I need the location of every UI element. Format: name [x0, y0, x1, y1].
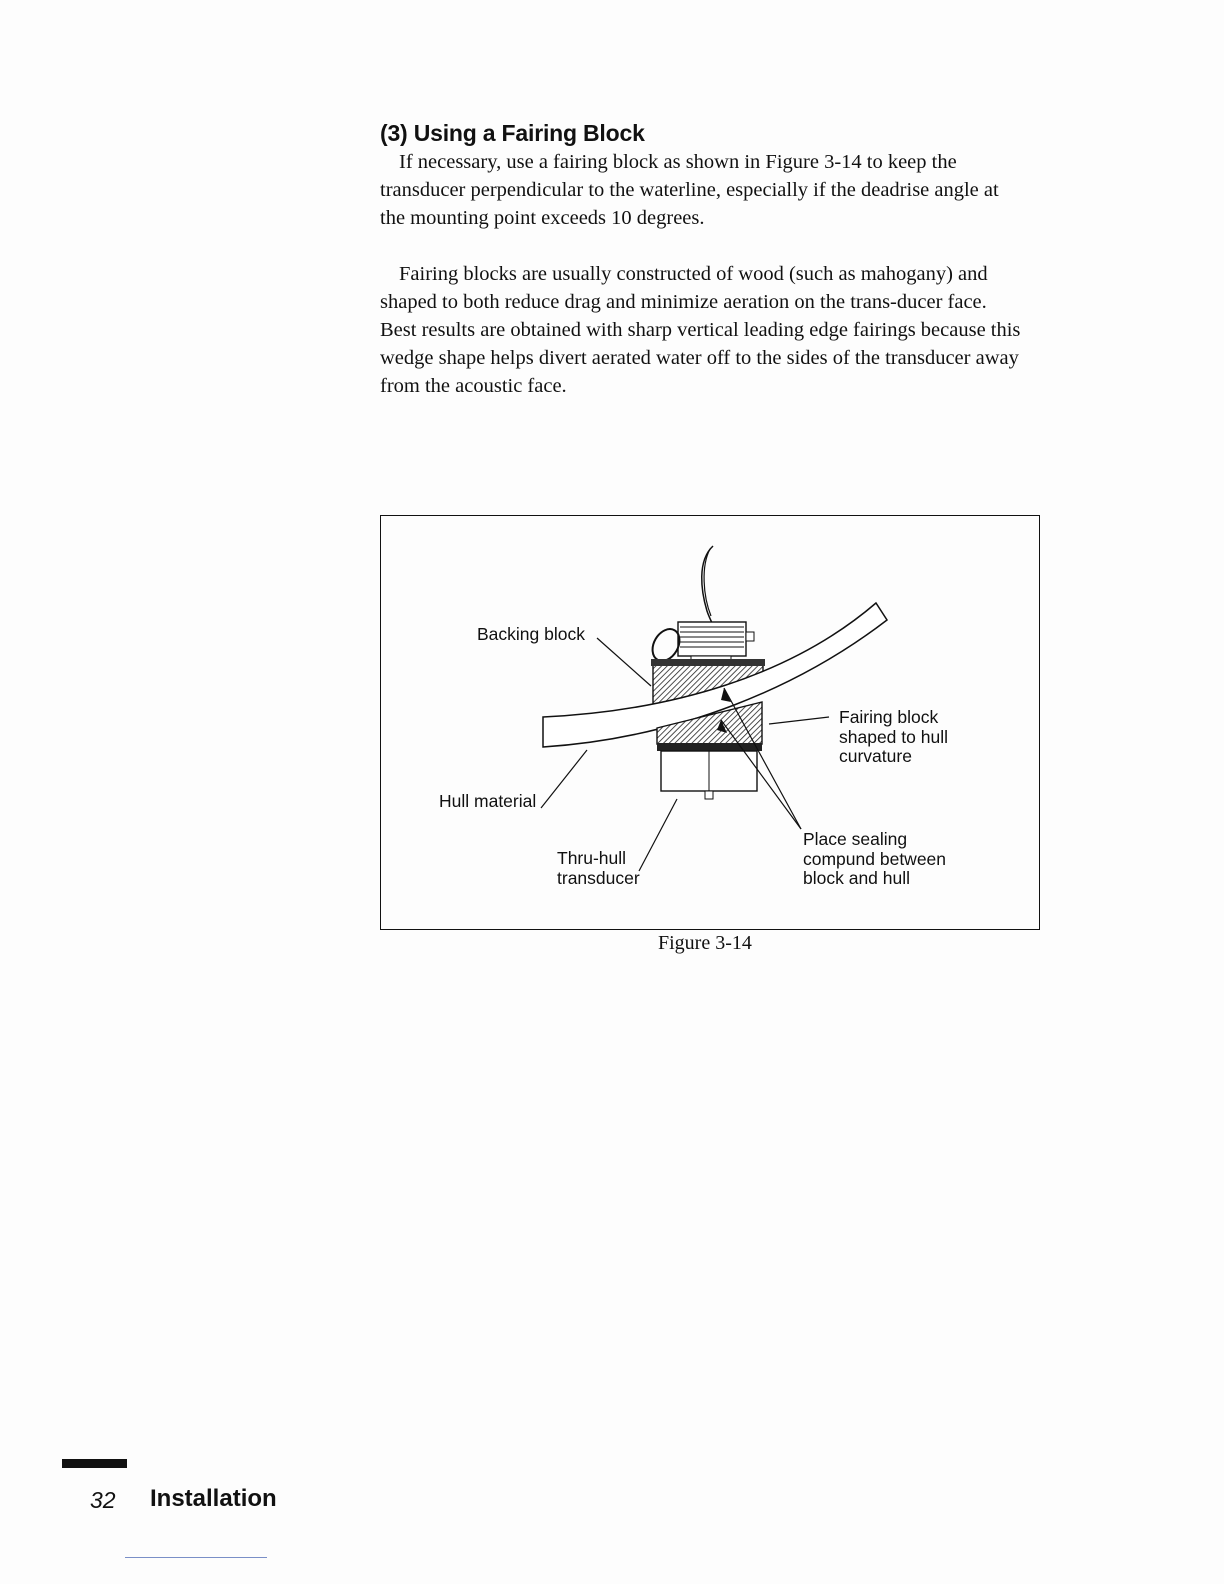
paragraph-2: Fairing blocks are usually constructed of wood (such as mahogany) and shaped to both reduce drag and minimize aeration on the trans-ducer face. Best results are obtained with sharp vertical leading edge fairings because this wedge shape helps divert aerated water off to the sides of the transducer away from the acoustic face. [380, 263, 1021, 397]
section-heading: (3) Using a Fairing Block [380, 120, 645, 146]
cable-line [702, 546, 716, 632]
figure-caption: Figure 3-14 [658, 932, 752, 954]
figure-3-14 [380, 515, 1040, 930]
fairing-block-label: Fairing block shaped to hull curvature [839, 707, 948, 766]
paragraph-1: If necessary, use a fairing block as shown in Figure 3-14 to keep the transducer perpendicular to the waterline, especially if the deadrise angle at the mounting point exceeds 10 degrees. [380, 151, 999, 229]
transducer-body [661, 751, 757, 799]
backing-block-leader [597, 638, 651, 686]
sealing-label: Place sealing compund between block and hull [803, 829, 947, 888]
page-number: 32 [90, 1487, 116, 1513]
fairing-block-leader [769, 717, 829, 724]
backing-block-label: Backing block [477, 624, 585, 644]
thru-hull-leader [639, 799, 677, 871]
footer-section-name: Installation [150, 1485, 277, 1512]
thru-hull-label: Thru-hull transducer [557, 848, 640, 888]
hull-material-leader [541, 750, 587, 808]
footer-rule [62, 1459, 127, 1468]
hull-material-label: Hull material [439, 791, 537, 811]
bottom-divider [125, 1557, 267, 1558]
